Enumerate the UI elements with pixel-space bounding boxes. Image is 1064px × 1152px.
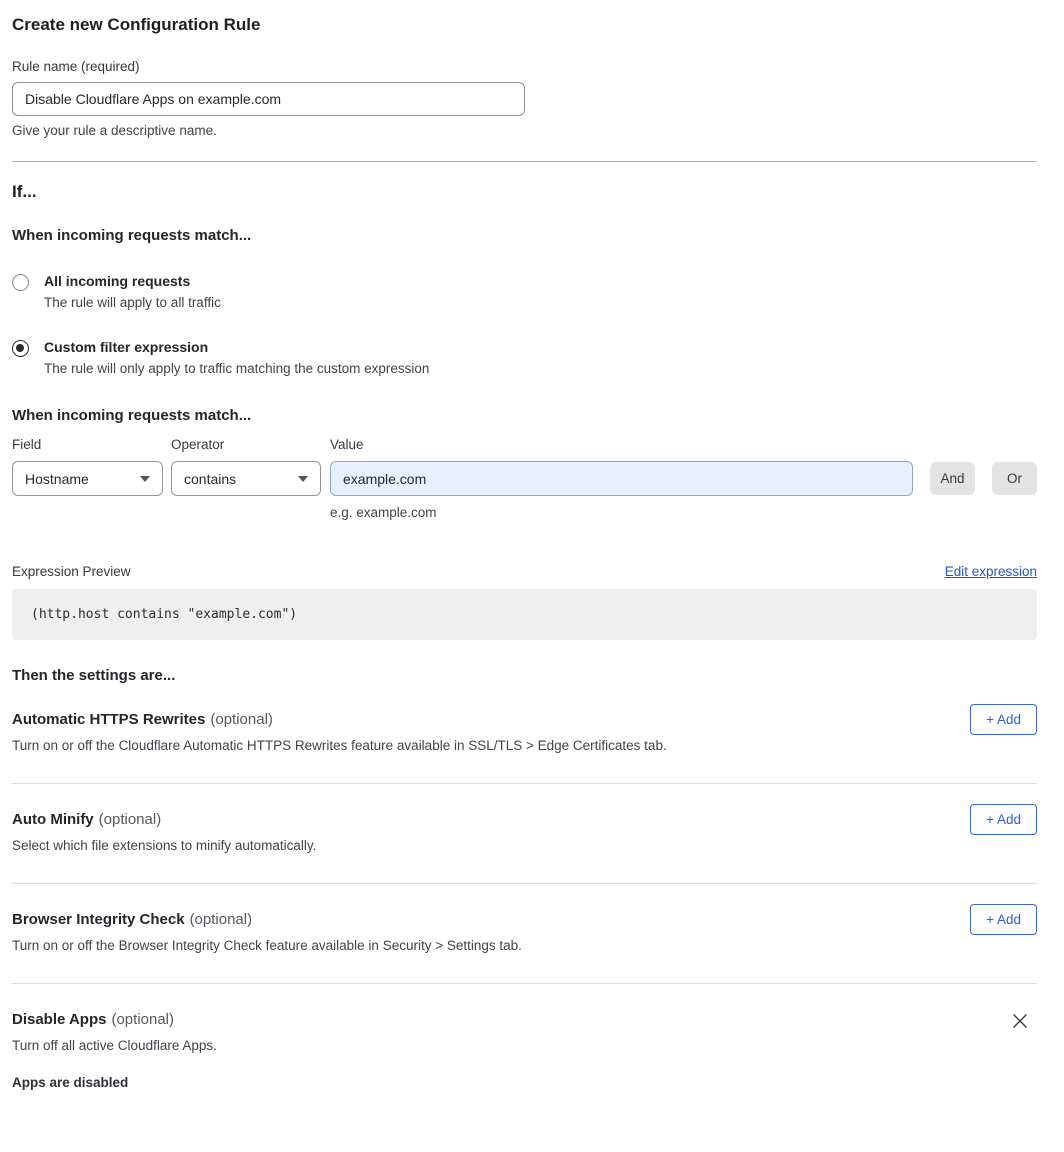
and-button[interactable]: And — [930, 462, 975, 495]
value-help: e.g. example.com — [330, 505, 437, 520]
create-configuration-rule-form — [12, 0, 1037, 1120]
setting-disable-apps — [12, 984, 1037, 1120]
or-button[interactable]: Or — [992, 462, 1037, 495]
setting-description: Turn on or off the Browser Integrity Check feature available in Security > Settings tab. — [12, 938, 522, 953]
page-title: Create new Configuration Rule — [12, 15, 261, 34]
radio-custom-filter-expression[interactable] — [12, 339, 1037, 376]
radio-description: The rule will apply to all traffic — [44, 295, 221, 310]
edit-expression-link[interactable]: Edit expression — [944, 564, 1037, 579]
setting-title: Automatic HTTPS Rewrites — [12, 711, 206, 728]
setting-description: Turn off all active Cloudflare Apps. — [12, 1038, 217, 1053]
value-input[interactable] — [330, 461, 913, 496]
radio-description: The rule will only apply to traffic matching the custom expression — [44, 361, 430, 376]
chevron-down-icon — [298, 476, 308, 482]
close-button[interactable] — [1011, 1012, 1029, 1030]
setting-auto-minify — [12, 784, 1037, 883]
setting-optional-tag: (optional) — [189, 911, 253, 928]
close-icon — [1011, 1012, 1029, 1030]
setting-title: Browser Integrity Check — [12, 911, 185, 928]
setting-optional-tag: (optional) — [98, 811, 162, 828]
radio-button-icon[interactable] — [12, 274, 29, 291]
setting-title: Auto Minify — [12, 811, 94, 828]
setting-description: Select which file extensions to minify automatically. — [12, 838, 317, 853]
expression-builder-row — [12, 437, 1037, 496]
setting-optional-tag: (optional) — [210, 711, 273, 728]
builder-heading: When incoming requests match... — [12, 407, 252, 424]
rule-name-label: Rule name (required) — [12, 59, 140, 74]
operator-select[interactable] — [171, 461, 321, 496]
field-select[interactable] — [12, 461, 163, 496]
field-label: Field — [12, 437, 42, 452]
add-button[interactable]: + Add — [970, 904, 1037, 935]
if-heading: If... — [12, 182, 37, 201]
radio-button-icon[interactable] — [12, 340, 29, 357]
section-divider — [12, 161, 1037, 162]
setting-optional-tag: (optional) — [111, 1011, 175, 1028]
rule-name-help: Give your rule a descriptive name. — [12, 123, 217, 138]
chevron-down-icon — [140, 476, 150, 482]
expression-preview-box — [12, 589, 1037, 640]
operator-select-value: contains — [184, 470, 237, 487]
field-select-value: Hostname — [25, 470, 89, 487]
apps-disabled-status: Apps are disabled — [12, 1075, 129, 1090]
radio-label: All incoming requests — [44, 273, 191, 289]
expression-code: (http.host contains "example.com") — [31, 607, 298, 622]
radio-label: Custom filter expression — [44, 339, 209, 355]
expression-preview-label: Expression Preview — [12, 564, 131, 579]
match-heading: When incoming requests match... — [12, 227, 252, 244]
add-button[interactable]: + Add — [970, 704, 1037, 735]
add-button[interactable]: + Add — [970, 804, 1037, 835]
radio-all-incoming-requests[interactable] — [12, 273, 1037, 310]
rule-name-input[interactable] — [12, 82, 525, 116]
setting-title: Disable Apps — [12, 1011, 107, 1028]
setting-browser-integrity-check — [12, 884, 1037, 983]
settings-heading: Then the settings are... — [12, 667, 176, 684]
operator-label: Operator — [171, 437, 225, 452]
value-label: Value — [330, 437, 364, 452]
setting-automatic-https-rewrites — [12, 684, 1037, 783]
setting-description: Turn on or off the Cloudflare Automatic HTTPS Rewrites feature available in SSL/TLS > Edge Certificates tab. — [12, 738, 667, 753]
